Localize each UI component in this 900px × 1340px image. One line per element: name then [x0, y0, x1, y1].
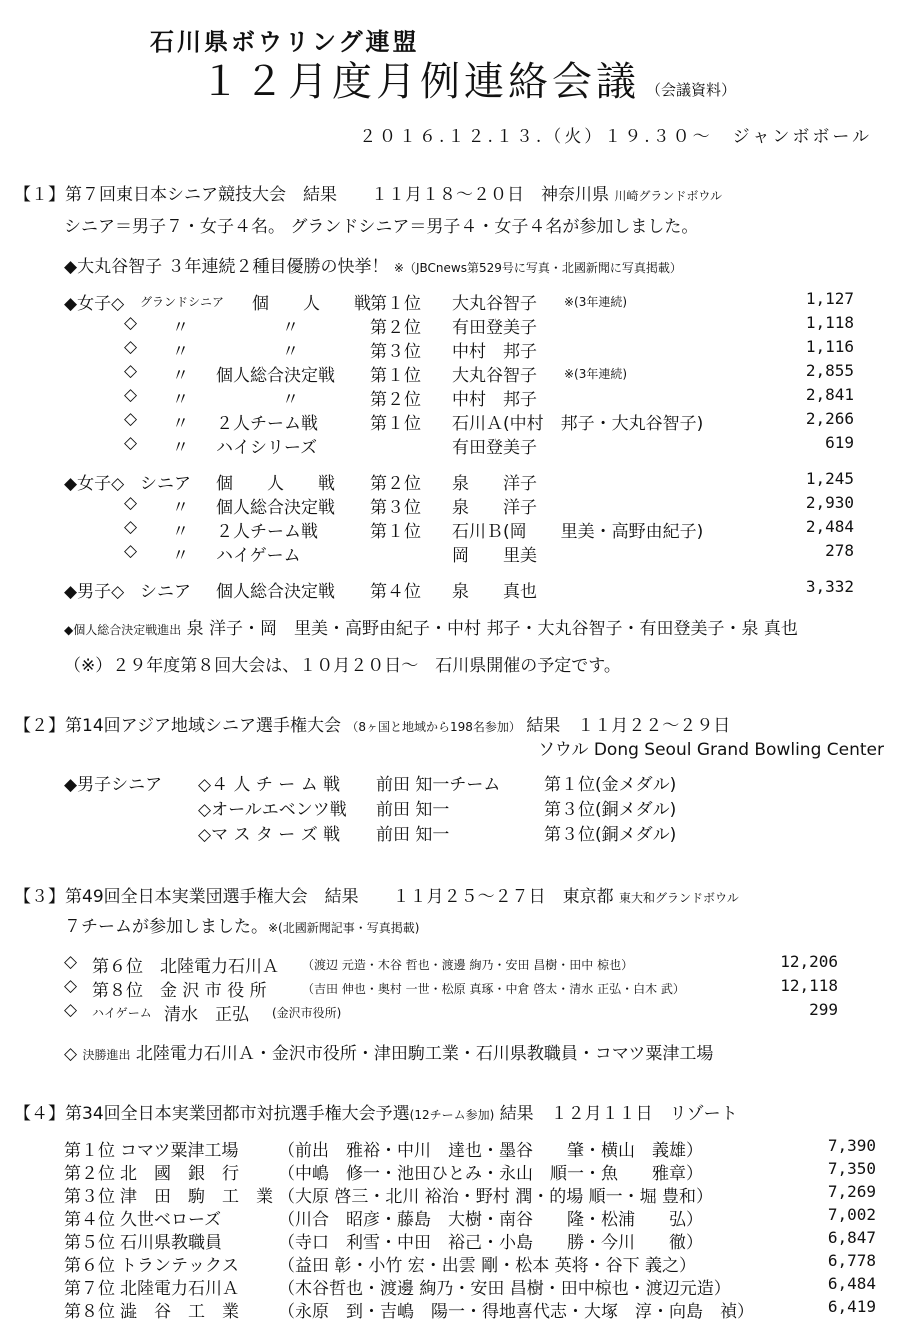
row-name: 大丸谷智子 — [452, 294, 537, 314]
row-division: 〃 — [172, 546, 189, 566]
section-4-heading — [14, 1099, 738, 1124]
row-event: 〃 — [282, 342, 299, 362]
row-rank: ハイゲーム — [92, 1006, 152, 1020]
section-4-heading-text: 【４】第34回全日本実業団都市対抗選手権大会予選 — [14, 1104, 410, 1124]
finalists-label: 決勝進出 — [82, 1048, 131, 1062]
row-team: 久世ベローズ — [120, 1210, 222, 1230]
row-division: 〃 — [172, 414, 189, 434]
row-score: 278 — [825, 541, 854, 560]
row-rank: 第５位 — [64, 1233, 115, 1253]
title-text: １２月度月例連絡会議 — [200, 59, 640, 105]
row-name: 岡 里美 — [452, 546, 537, 566]
row-team: 北 國 銀 行 — [120, 1164, 239, 1184]
row-members: （渡辺 元造・木谷 哲也・渡邊 絢乃・安田 昌樹・田中 椋也） — [302, 958, 634, 972]
row-event: ２人チーム戦 — [216, 414, 318, 434]
result-row — [64, 1274, 876, 1297]
result-row — [64, 385, 864, 408]
finalists-teams: 北陸電力石川Ａ・金沢市役所・津田駒工業・石川県教職員・コマツ粟津工場 — [135, 1044, 714, 1064]
row-members: （益田 彰・小竹 宏・出雲 剛・松本 英将・谷下 義之） — [278, 1256, 697, 1276]
row-name: 石川Ａ(中村 邦子・大丸谷智子) — [452, 414, 704, 434]
row-team: 澁 谷 工 業 — [120, 1302, 239, 1322]
row-division: シニア — [140, 582, 191, 602]
row-category: ◇ — [124, 517, 138, 537]
row-team: 石川県教職員 — [120, 1233, 222, 1253]
row-score: 2,484 — [805, 517, 854, 536]
row-score: 7,002 — [827, 1205, 876, 1224]
row-rank: 第２位 — [370, 474, 421, 494]
section-1-heading — [14, 180, 722, 205]
row-rank: 第１位 — [370, 366, 421, 386]
row-category: ◆男子シニア — [64, 775, 163, 795]
row-score: 12,206 — [780, 952, 838, 971]
row-score: 1,116 — [805, 337, 854, 356]
section-1-venue: 川崎グランドボウル — [614, 189, 723, 203]
qualifiers-line — [64, 614, 798, 639]
row-rank: 第３位 — [64, 1187, 115, 1207]
row-rank: 第１位 — [370, 414, 421, 434]
section-1-highlight — [64, 252, 682, 277]
row-score: 6,778 — [827, 1251, 876, 1270]
meeting-dateline: ２０１６.１２.１３.（火）１９.３０～ ジャンボボール — [359, 127, 872, 147]
row-event: 個人総合決定戦 — [216, 498, 335, 518]
row-score: 619 — [825, 433, 854, 452]
row-event: 個人総合決定戦 — [216, 582, 335, 602]
highlight-note: ※（JBCnews第529号に写真・北國新聞に写真掲載） — [393, 261, 682, 275]
row-score: 299 — [809, 1000, 838, 1019]
row-rank: 第２位 — [370, 390, 421, 410]
result-row — [64, 820, 824, 843]
row-score: 1,245 — [805, 469, 854, 488]
result-row — [64, 517, 864, 540]
row-name: 前田 知一 — [376, 800, 450, 820]
section-3-venue: 東大和グランドボウル — [619, 891, 739, 905]
section-1-heading-text: 【１】第７回東日本シニア競技大会 結果 １１月１８～２０日 神奈川県 — [14, 185, 609, 205]
row-name: 泉 洋子 — [452, 474, 537, 494]
row-division: 〃 — [172, 390, 189, 410]
row-category: ◆女子◇ — [64, 294, 125, 314]
row-category: ◆男子◇ — [64, 582, 125, 602]
row-score: 6,419 — [827, 1297, 876, 1316]
row-team: 清水 正弘 — [164, 1005, 249, 1025]
row-rank: 第４位 — [64, 1210, 115, 1230]
row-score: 7,350 — [827, 1159, 876, 1178]
row-mark: ◇ — [64, 1000, 78, 1020]
row-members: （中嶋 修一・池田ひとみ・永山 順一・魚 雅章） — [278, 1164, 703, 1184]
row-name: 前田 知一 — [376, 825, 450, 845]
result-row — [64, 493, 864, 516]
row-name: 泉 真也 — [452, 582, 537, 602]
section-4-heading-note: (12チーム参加) — [409, 1108, 495, 1122]
row-team: トランテックス — [120, 1256, 239, 1276]
highlight-text: ◆大丸谷智子 ３年連続２種目優勝の快挙！ — [64, 257, 389, 277]
page-title — [200, 50, 736, 107]
row-category: ◇ — [124, 409, 138, 429]
row-name: 大丸谷智子 — [452, 366, 537, 386]
section-2-heading-tail: 結果 １１月２２～２９日 — [526, 716, 731, 736]
section-4-heading-tail: 結果 １２月１１日 リゾート — [499, 1104, 738, 1124]
row-members: （吉田 伸也・奥村 一世・松原 真琢・中倉 啓太・清水 正弘・白木 武） — [302, 982, 685, 996]
row-rank: 第８位 — [64, 1302, 115, 1322]
result-row — [64, 770, 824, 793]
row-category: ◇ — [124, 493, 138, 513]
result-row — [64, 795, 824, 818]
row-result: 第１位(金メダル) — [544, 775, 677, 795]
row-rank: 第１位 — [370, 522, 421, 542]
row-rank: 第４位 — [370, 582, 421, 602]
row-event: ◇４ 人 チ ー ム 戦 — [198, 775, 341, 795]
result-row — [64, 433, 864, 456]
row-division: 〃 — [172, 342, 189, 362]
row-event: ハイシリーズ — [216, 438, 318, 458]
row-name: 有田登美子 — [452, 318, 537, 338]
row-category: ◆女子◇ — [64, 474, 125, 494]
result-row — [64, 289, 864, 312]
row-members: （永原 到・吉嶋 陽一・得地喜代志・大塚 淳・向島 禎） — [278, 1302, 754, 1322]
section-3-heading — [14, 882, 739, 907]
row-score: 12,118 — [780, 976, 838, 995]
row-division: 〃 — [172, 438, 189, 458]
result-row — [64, 952, 838, 975]
row-members: （大原 啓三・北川 裕治・野村 潤・的場 順一・堀 豊和） — [278, 1187, 714, 1207]
row-division: グランドシニア — [140, 295, 225, 309]
row-rank: 第６位 — [64, 1256, 115, 1276]
row-event: 〃 — [282, 318, 299, 338]
row-members: （前出 雅裕・中川 達也・墨谷 肇・横山 義雄） — [278, 1141, 703, 1161]
result-row — [64, 337, 864, 360]
organization-name: 石川県ボウリング連盟 — [150, 28, 420, 56]
row-rank: 第３位 — [370, 342, 421, 362]
row-division: 〃 — [172, 318, 189, 338]
result-row — [64, 409, 864, 432]
row-name: 中村 邦子 — [452, 342, 537, 362]
row-category: ◇ — [124, 541, 138, 561]
finalists-line: ◇ 決勝進出 北陸電力石川Ａ・金沢市役所・津田駒工業・石川県教職員・コマツ粟津工場 — [64, 1044, 714, 1064]
row-category: ◇ — [124, 385, 138, 405]
result-row — [64, 313, 864, 336]
row-name: 有田登美子 — [452, 438, 537, 458]
row-event: ◇マ ス タ ー ズ 戦 — [198, 825, 341, 845]
row-event: 個 人 戦 — [216, 474, 335, 494]
row-result: 第３位(銅メダル) — [544, 825, 677, 845]
row-mark: ◇ — [64, 976, 78, 996]
row-mark: ◇ — [64, 952, 78, 972]
row-note: ※(3年連続) — [564, 295, 628, 309]
row-event: ハイゲーム — [216, 546, 301, 566]
row-rank: 第２位 — [370, 318, 421, 338]
row-team: 北陸電力石川Ａ — [160, 957, 279, 977]
row-members: （寺口 利雪・中田 裕己・小島 勝・今川 徹） — [278, 1233, 703, 1253]
next-event-note: （※）２９年度第８回大会は、１０月２０日～ 石川県開催の予定です。 — [64, 656, 621, 676]
row-score: 7,269 — [827, 1182, 876, 1201]
row-score: 1,127 — [805, 289, 854, 308]
row-name: 泉 洋子 — [452, 498, 537, 518]
row-rank: 第１位 — [64, 1141, 115, 1161]
row-score: 3,332 — [805, 577, 854, 596]
result-row — [64, 1228, 876, 1251]
row-members: （木谷哲也・渡邊 絢乃・安田 昌樹・田中椋也・渡辺元造） — [278, 1279, 731, 1299]
intro-text: ７チームが参加しました。 — [64, 917, 268, 937]
row-name: 中村 邦子 — [452, 390, 537, 410]
qualifiers-label: ◆個人総合決定戦進出 — [64, 623, 182, 637]
title-note: （会議資料） — [646, 81, 737, 99]
row-category: ◇ — [124, 433, 138, 453]
row-team: 北陸電力石川Ａ — [120, 1279, 239, 1299]
row-note: ※(3年連続) — [564, 367, 628, 381]
result-row — [64, 1251, 876, 1274]
section-2-heading-note: （8ヶ国と地域から198名参加） — [346, 720, 521, 734]
row-event: 〃 — [282, 390, 299, 410]
section-2-heading — [14, 711, 730, 736]
result-row — [64, 1205, 876, 1228]
result-row — [64, 469, 864, 492]
result-row — [64, 541, 864, 564]
row-score: 1,118 — [805, 313, 854, 332]
result-row — [64, 1136, 876, 1159]
row-category: ◇ — [124, 361, 138, 381]
row-event: 個 人 戦 — [252, 294, 371, 314]
row-division: 〃 — [172, 366, 189, 386]
row-team: 津 田 駒 工 業 — [120, 1187, 273, 1207]
row-score: 2,266 — [805, 409, 854, 428]
row-team: コマツ粟津工場 — [120, 1141, 239, 1161]
row-division: 〃 — [172, 522, 189, 542]
section-2-heading-text: 【２】第14回アジア地域シニア選手権大会 — [14, 716, 341, 736]
intro-note: ※(北國新聞記事・写真掲載) — [268, 921, 420, 935]
section-1-intro: シニア＝男子７・女子４名。 グランドシニア＝男子４・女子４名が参加しました。 — [64, 217, 699, 237]
row-category: ◇ — [124, 313, 138, 333]
row-division: シニア — [140, 474, 191, 494]
row-score: 6,847 — [827, 1228, 876, 1247]
row-members: （川合 昭彦・藤島 大樹・南谷 隆・松浦 弘） — [278, 1210, 703, 1230]
row-rank: 第２位 — [64, 1164, 115, 1184]
row-score: 2,841 — [805, 385, 854, 404]
section-3-intro — [64, 912, 419, 937]
row-event: 個人総合決定戦 — [216, 366, 335, 386]
row-team: 金 沢 市 役 所 — [160, 981, 267, 1001]
section-2-venue: ソウル Dong Seoul Grand Bowling Center — [537, 740, 884, 760]
result-row — [64, 1000, 838, 1023]
row-score: 6,484 — [827, 1274, 876, 1293]
row-score: 7,390 — [827, 1136, 876, 1155]
row-rank: 第６位 — [92, 957, 143, 977]
row-name: 前田 知一チーム — [376, 775, 501, 795]
row-rank: 第８位 — [92, 981, 143, 1001]
row-division: 〃 — [172, 498, 189, 518]
men-senior-result — [64, 577, 864, 600]
row-score: 2,855 — [805, 361, 854, 380]
row-rank: 第３位 — [370, 498, 421, 518]
row-result: 第３位(銅メダル) — [544, 800, 677, 820]
qualifiers-names: 泉 洋子・岡 里美・高野由紀子・中村 邦子・大丸谷智子・有田登美子・泉 真也 — [186, 619, 798, 639]
row-rank: 第１位 — [370, 294, 421, 314]
row-members: (金沢市役所) — [272, 1006, 342, 1020]
result-row — [64, 361, 864, 384]
section-3-heading-text: 【３】第49回全日本実業団選手権大会 結果 １１月２５～２７日 東京都 — [14, 887, 614, 907]
row-event: ◇オールエベンツ戦 — [198, 800, 347, 820]
result-row — [64, 1182, 876, 1205]
result-row — [64, 976, 838, 999]
result-row — [64, 1159, 876, 1182]
result-row — [64, 1297, 876, 1320]
row-name: 石川Ｂ(岡 里美・高野由紀子) — [452, 522, 704, 542]
row-category: ◇ — [124, 337, 138, 357]
row-rank: 第７位 — [64, 1279, 115, 1299]
row-event: ２人チーム戦 — [216, 522, 318, 542]
row-score: 2,930 — [805, 493, 854, 512]
